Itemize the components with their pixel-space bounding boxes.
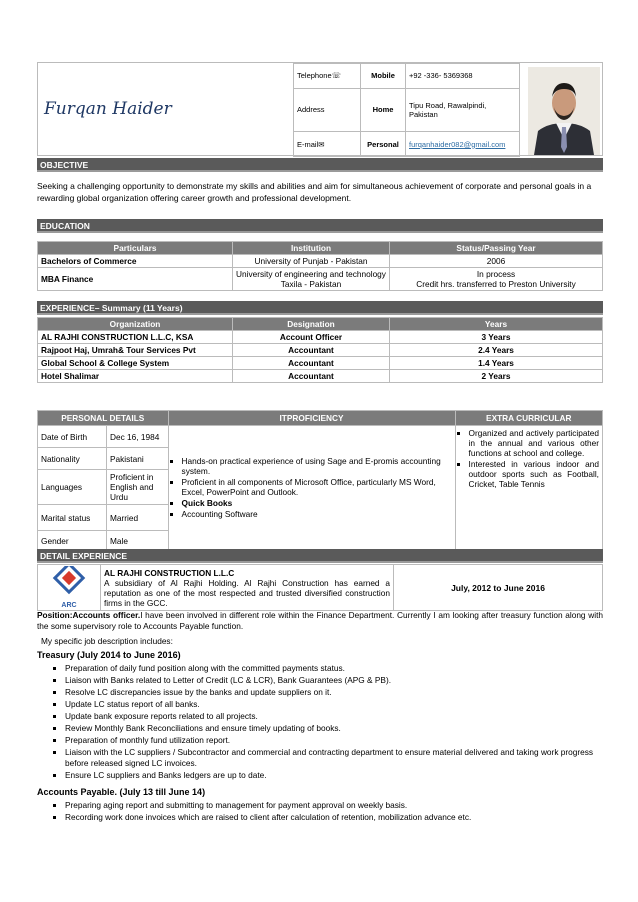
objective-text: Seeking a challenging opportunity to demonstrate my skills and abilities and aim for simultaneous achievement of corporate and personal goals in a rewarding global organization offering career growth and professional development. bbox=[37, 181, 592, 203]
col-header: Designation bbox=[233, 318, 390, 331]
personal-value: Married bbox=[107, 505, 169, 531]
objective-heading: OBJECTIVE bbox=[37, 158, 603, 172]
email-link[interactable]: furqanhaider082@gmail.com bbox=[406, 132, 520, 157]
col-header: EXTRA CURRICULAR bbox=[455, 411, 602, 426]
experience-table bbox=[37, 317, 603, 383]
detail-heading: DETAIL EXPERIENCE bbox=[37, 549, 603, 563]
list-item: ▪ Liaison with Banks related to Letter of Credit (LC & LCR), Bank Guarantees (APG & PB). bbox=[65, 675, 603, 686]
edu-institution: University of engineering and technology Taxila - Pakistan bbox=[233, 268, 390, 291]
list-item: ▪ Review Monthly Bank Reconciliations and ensure timely updating of books. bbox=[65, 723, 603, 734]
personal-value: Proficient in English and Urdu bbox=[107, 470, 169, 505]
col-header: Organization bbox=[38, 318, 233, 331]
table-row bbox=[38, 370, 603, 383]
edu-particular: MBA Finance bbox=[38, 268, 233, 291]
contact-row bbox=[294, 132, 520, 157]
treasury-list bbox=[37, 663, 603, 781]
table-row bbox=[38, 426, 603, 448]
col-header: Years bbox=[390, 318, 603, 331]
exp-years: 2.4 Years bbox=[390, 344, 603, 357]
list-item: ▪ Interested in various indoor and outdoor sports such as Football, Cricket, Table Tennis bbox=[469, 459, 599, 489]
list-item: ▪ Accounting Software bbox=[182, 509, 452, 519]
contact-value: +92 -336- 5369368 bbox=[406, 64, 520, 89]
profile-photo bbox=[528, 67, 600, 155]
payable-list bbox=[37, 800, 603, 823]
logo-text: ARC bbox=[61, 602, 77, 609]
col-header: Particulars bbox=[38, 242, 233, 255]
contact-row bbox=[294, 88, 520, 131]
exp-org: Hotel Shalimar bbox=[38, 370, 233, 383]
personal-it-extra-table bbox=[37, 410, 603, 551]
personal-label: Marital status bbox=[38, 505, 107, 531]
company-logo-cell bbox=[38, 565, 101, 611]
experience-heading: EXPERIENCE– Summary (11 Years) bbox=[37, 301, 603, 315]
list-item: ▪ Resolve LC discrepancies issue by the banks and update suppliers on it. bbox=[65, 687, 603, 698]
list-item: ▪ Preparation of monthly fund utilization report. bbox=[65, 735, 603, 746]
exp-years: 3 Years bbox=[390, 331, 603, 344]
exp-designation: Accountant bbox=[233, 370, 390, 383]
personal-value: Dec 16, 1984 bbox=[107, 426, 169, 448]
edu-status: 2006 bbox=[390, 255, 603, 268]
personal-label: Gender bbox=[38, 531, 107, 551]
personal-label: Nationality bbox=[38, 448, 107, 470]
contact-label: E-mail✉ bbox=[294, 132, 361, 157]
table-row bbox=[38, 255, 603, 268]
exp-org: Global School & College System bbox=[38, 357, 233, 370]
col-header: Status/Passing Year bbox=[390, 242, 603, 255]
contact-type: Personal bbox=[361, 132, 406, 157]
contact-type: Home bbox=[361, 88, 406, 131]
exp-org: Rajpoot Haj, Umrah& Tour Services Pvt bbox=[38, 344, 233, 357]
employment-period: July, 2012 to June 2016 bbox=[394, 565, 603, 611]
experience-header-row bbox=[38, 318, 603, 331]
company-desc: A subsidiary of Al Rajhi Holding. Al Rajhi Construction has earned a reputation as one of the most respected and trusted diversified construction firms in the GCC. bbox=[104, 577, 390, 608]
edu-institution: University of Punjab - Pakistan bbox=[233, 255, 390, 268]
portrait-image bbox=[528, 67, 600, 155]
table-row bbox=[38, 344, 603, 357]
col-header: PERSONAL DETAILS bbox=[38, 411, 169, 426]
treasury-title: Treasury (July 2014 to June 2016) bbox=[37, 650, 181, 660]
contact-label: Telephone☏ bbox=[294, 64, 361, 89]
list-item: ▪ Ensure LC suppliers and Banks ledgers are up to date. bbox=[65, 770, 603, 781]
col-header: Institution bbox=[233, 242, 390, 255]
payable-title: Accounts Payable. (July 13 till June 14) bbox=[37, 787, 206, 797]
detail-body bbox=[37, 610, 603, 825]
exp-years: 1.4 Years bbox=[390, 357, 603, 370]
col-header: ITPROFICIENCY bbox=[168, 411, 455, 426]
table-row bbox=[38, 268, 603, 291]
it-list bbox=[172, 456, 452, 519]
exp-designation: Accountant bbox=[233, 357, 390, 370]
list-item: ▪ Liaison with the LC suppliers / Subcontractor and commercial and contracting department to ensure material delivered and taking work progress before released signed LC invoices. bbox=[65, 747, 603, 769]
edu-particular: Bachelors of Commerce bbox=[38, 255, 233, 268]
contact-label: Address bbox=[294, 88, 361, 131]
exp-designation: Accountant bbox=[233, 344, 390, 357]
table-row bbox=[38, 357, 603, 370]
education-table bbox=[37, 241, 603, 291]
position-paragraph bbox=[37, 610, 603, 632]
extra-list bbox=[459, 428, 599, 489]
list-item: ▪ Preparing aging report and submitting to management for payment approval on weekly basis. bbox=[65, 800, 603, 811]
personal-label: Languages bbox=[38, 470, 107, 505]
arc-logo-icon bbox=[49, 566, 89, 604]
position-text: I have been involved in different role within the Finance Department. Currently I am looking after treasury function along with the some supervisory role to Accounts Payable function. bbox=[37, 610, 603, 631]
exp-designation: Account Officer bbox=[233, 331, 390, 344]
list-item: ▪ Proficient in all components of Microsoft Office, particularly MS Word, Excel, PowerPoint and Outlook. bbox=[182, 477, 452, 497]
list-item: ▪ Organized and actively participated in the annual and various other functions at school and college. bbox=[469, 428, 599, 458]
education-heading: EDUCATION bbox=[37, 219, 603, 233]
header-box bbox=[37, 62, 603, 156]
extra-curricular-cell bbox=[455, 426, 602, 551]
it-proficiency-cell bbox=[168, 426, 455, 551]
list-item: ▪ Update LC status report of all banks. bbox=[65, 699, 603, 710]
exp-years: 2 Years bbox=[390, 370, 603, 383]
company-name: AL RAJHI CONSTRUCTION L.L.C bbox=[104, 567, 235, 578]
exp-org: AL RAJHI CONSTRUCTION L.L.C, KSA bbox=[38, 331, 233, 344]
list-item: ▪ Hands-on practical experience of using Sage and E-promis accounting system. bbox=[182, 456, 452, 476]
education-header-row bbox=[38, 242, 603, 255]
list-item: ▪ Quick Books bbox=[182, 498, 452, 508]
personal-value: Male bbox=[107, 531, 169, 551]
position-label: Position:Accounts officer. bbox=[37, 610, 141, 620]
company-info-cell bbox=[101, 565, 394, 611]
contact-value: Tipu Road, Rawalpindi, Pakistan bbox=[406, 88, 520, 131]
specific-text: My specific job description includes: bbox=[41, 636, 173, 646]
three-header-row bbox=[38, 411, 603, 426]
contact-type: Mobile bbox=[361, 64, 406, 89]
contact-table bbox=[293, 63, 520, 157]
table-row bbox=[38, 331, 603, 344]
contact-row bbox=[294, 64, 520, 89]
list-item: ▪ Update bank exposure reports related to all projects. bbox=[65, 711, 603, 722]
company-table bbox=[37, 564, 603, 611]
candidate-name: Furqan Haider bbox=[44, 99, 172, 119]
personal-label: Date of Birth bbox=[38, 426, 107, 448]
edu-status: In process Credit hrs. transferred to Preston University bbox=[390, 268, 603, 291]
company-row bbox=[38, 565, 603, 611]
list-item: ▪ Recording work done invoices which are raised to client after calculation of retention, mobilization advance etc. bbox=[65, 812, 603, 823]
list-item: ▪ Preparation of daily fund position along with the committed payments status. bbox=[65, 663, 603, 674]
personal-value: Pakistani bbox=[107, 448, 169, 470]
